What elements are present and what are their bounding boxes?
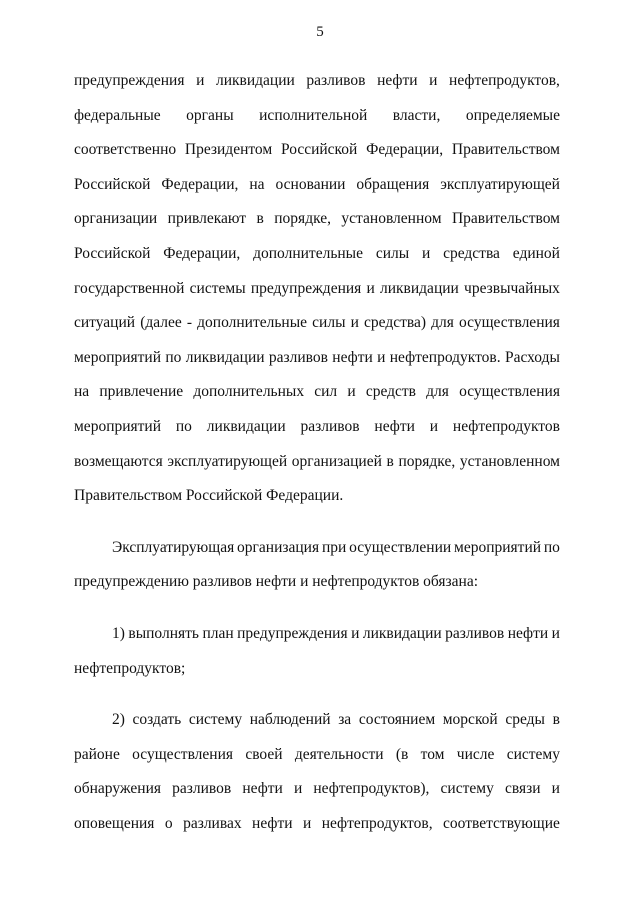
word: нефти: [374, 417, 415, 435]
word: разливах: [183, 814, 242, 832]
word: для: [431, 314, 454, 332]
word: Правительством: [451, 210, 560, 228]
word: Эксплуатирующая: [112, 538, 235, 556]
word: разливов: [300, 417, 360, 435]
word: установленном: [459, 452, 560, 470]
word: силы: [312, 314, 346, 332]
word: нефти: [242, 780, 283, 798]
word: установленном: [341, 210, 442, 228]
word: разливов: [268, 348, 328, 366]
word: власти,: [392, 106, 441, 124]
word: разливов: [445, 624, 505, 642]
word: нефтепродуктов,: [321, 814, 433, 832]
word: план: [202, 624, 234, 642]
word: порядке,: [398, 452, 456, 470]
word: и: [347, 383, 356, 401]
word: определяемые: [465, 106, 560, 124]
word: том: [420, 745, 445, 763]
word: осуществления: [459, 383, 560, 401]
word: Правительством: [451, 141, 560, 159]
text-line: [74, 133, 560, 168]
word: и: [429, 72, 438, 89]
word: деятельности: [294, 745, 384, 763]
word: ликвидации: [215, 72, 295, 89]
word: ликвидации: [362, 624, 442, 642]
word: нефти: [377, 72, 418, 89]
text-line: [74, 64, 560, 99]
word: и: [551, 624, 560, 642]
word: предупреждения: [74, 72, 185, 89]
text-line: нефтепродуктов;: [74, 659, 186, 677]
word: основании: [275, 175, 346, 193]
word: 2): [112, 711, 125, 729]
word: (далее: [140, 314, 182, 332]
word: дополнительных: [193, 383, 305, 401]
word: и: [366, 279, 375, 297]
paragraph: [74, 703, 560, 841]
word: предупреждения: [250, 279, 362, 297]
word: о: [164, 814, 173, 832]
word: оповещения: [74, 814, 155, 832]
word: дополнительные: [197, 314, 308, 332]
word: на: [74, 383, 90, 401]
document-body: [74, 64, 560, 841]
word: и: [429, 417, 439, 435]
word: организация: [237, 538, 320, 556]
word: и: [421, 244, 431, 262]
word: эксплуатирующей: [167, 452, 288, 470]
word: соответствующие: [443, 814, 560, 832]
word: в: [386, 452, 394, 470]
text-line: [74, 341, 560, 376]
word: и: [377, 348, 386, 366]
word: Российской: [74, 175, 151, 193]
word: Федерации,: [161, 175, 239, 193]
word: морской: [442, 711, 498, 729]
word: организации: [74, 210, 158, 228]
word: предупреждения: [237, 624, 348, 642]
word: порядке,: [274, 210, 331, 228]
word: органы: [186, 106, 234, 124]
word: средства): [364, 314, 427, 332]
word: привлекают: [167, 210, 247, 228]
word: средств: [365, 383, 416, 401]
word: обращения: [356, 175, 430, 193]
text-line: [74, 445, 560, 480]
text-line: [74, 531, 560, 566]
word: единой: [512, 244, 560, 262]
word: организацией: [291, 452, 382, 470]
word: при: [321, 538, 347, 556]
word: Федерации,: [366, 141, 444, 159]
paragraph-gap: [74, 514, 560, 531]
word: ситуаций: [74, 314, 136, 332]
word: и: [551, 780, 560, 798]
word: в: [256, 210, 264, 228]
word: исполнительной: [259, 106, 368, 124]
word: нефти: [252, 814, 293, 832]
word: дополнительные: [253, 244, 363, 262]
word: и: [196, 72, 205, 89]
word: по: [543, 538, 560, 556]
word: и: [302, 814, 312, 832]
text-line: [74, 738, 560, 773]
word: Российской: [280, 141, 358, 159]
word: систему: [506, 745, 560, 763]
word: на: [249, 175, 265, 193]
word: возмещаются: [74, 452, 163, 470]
text-line: [74, 703, 560, 738]
word: мероприятий: [454, 538, 542, 556]
word: Российской: [74, 244, 151, 262]
word: для: [426, 383, 449, 401]
text-line: [74, 237, 560, 272]
word: и: [350, 314, 359, 332]
word: разливов: [172, 780, 232, 798]
text-line: [74, 99, 560, 134]
word: районе: [74, 745, 120, 763]
word: соответственно: [74, 141, 177, 159]
word: по: [165, 348, 182, 366]
text-line: предупреждению разливов нефти и нефтепродуктов обязана:: [74, 573, 479, 591]
word: выполнять: [128, 624, 199, 642]
word: числе: [456, 745, 495, 763]
word: ликвидации: [206, 417, 286, 435]
word: нефтепродуктов.: [389, 348, 501, 366]
word: обнаружения: [74, 780, 162, 798]
text-line: Правительством Российской Федерации.: [74, 487, 344, 505]
paragraph: [74, 531, 560, 600]
word: создать: [132, 711, 182, 729]
text-line: [74, 272, 560, 307]
word: своей: [245, 745, 283, 763]
word: государственной: [74, 279, 185, 297]
word: средства: [443, 244, 500, 262]
word: федеральные: [74, 106, 161, 124]
word: системы: [189, 279, 246, 297]
word: 1): [112, 624, 125, 642]
word: привлечение: [99, 383, 184, 401]
word: состоянием: [358, 711, 436, 729]
word: по: [175, 417, 192, 435]
word: Расходы: [504, 348, 560, 366]
word: (в: [395, 745, 409, 763]
word: наблюдений: [249, 711, 331, 729]
word: и: [351, 624, 360, 642]
word: нефтепродуктов),: [313, 780, 430, 798]
paragraph: [74, 64, 560, 514]
text-line: [74, 375, 560, 410]
word: за: [338, 711, 352, 729]
text-line: [74, 617, 560, 652]
text-line: [74, 168, 560, 203]
word: ликвидации: [185, 348, 265, 366]
word: Президентом: [184, 141, 273, 159]
paragraph-gap: [74, 686, 560, 703]
word: -: [186, 314, 193, 332]
word: сил: [314, 383, 338, 401]
word: нефти: [332, 348, 373, 366]
word: систему: [188, 711, 243, 729]
word: осуществления: [132, 745, 234, 763]
word: эксплуатирующей: [440, 175, 560, 193]
text-line: [74, 306, 560, 341]
word: Федерации,: [163, 244, 241, 262]
text-line: [74, 202, 560, 237]
word: чрезвычайных: [464, 279, 560, 297]
word: нефтепродуктов,: [449, 72, 560, 89]
paragraph: [74, 617, 560, 686]
text-line: [74, 772, 560, 807]
page-number: 5: [316, 24, 324, 40]
word: в: [552, 711, 560, 729]
word: среды: [505, 711, 545, 729]
word: систему: [440, 780, 494, 798]
word: нефти: [507, 624, 549, 642]
text-line: [74, 807, 560, 842]
paragraph-gap: [74, 600, 560, 617]
word: и: [293, 780, 303, 798]
word: разливов: [306, 72, 366, 89]
text-line: [74, 410, 560, 445]
word: мероприятий: [74, 417, 162, 435]
word: осуществлении: [349, 538, 452, 556]
word: осуществления: [459, 314, 560, 332]
word: мероприятий: [74, 348, 162, 366]
word: нефтепродуктов: [452, 417, 560, 435]
word: ликвидации: [380, 279, 459, 297]
word: связи: [504, 780, 541, 798]
word: силы: [375, 244, 410, 262]
